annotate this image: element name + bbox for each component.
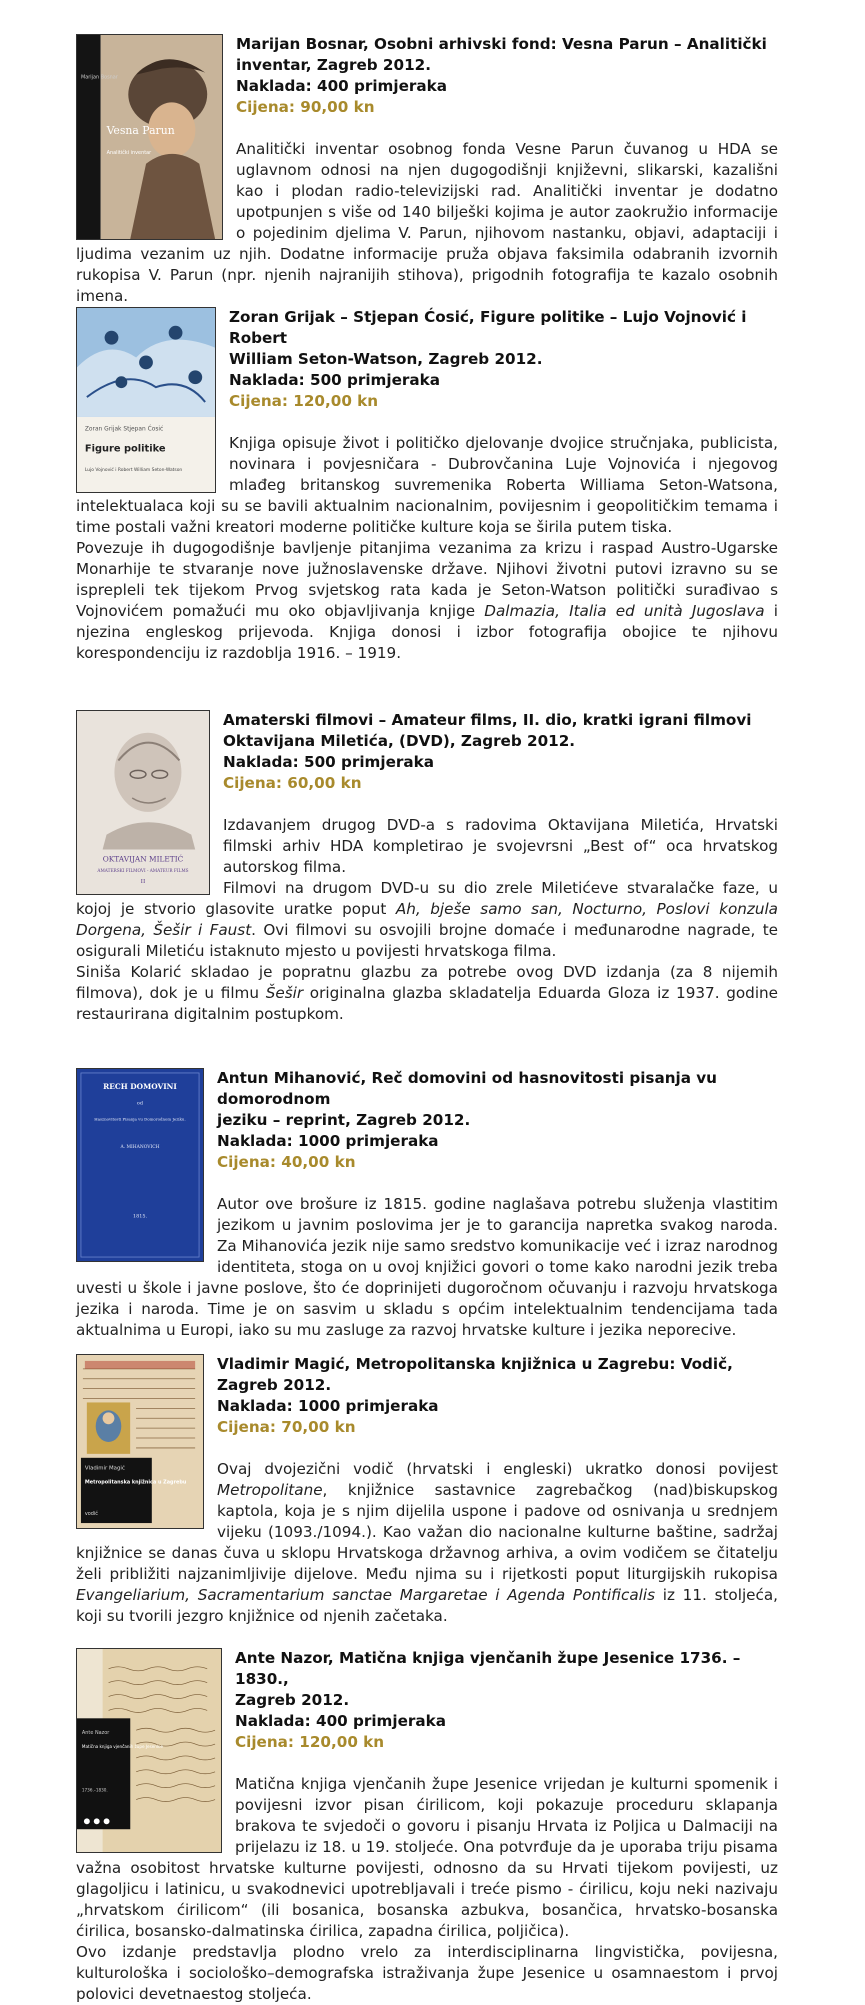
- publication-title-line-2: Oktavijana Miletića, (DVD), Zagreb 2012.: [223, 732, 576, 750]
- cover-subtitle: vodič: [84, 1511, 98, 1518]
- cover-line-2: od: [136, 1100, 144, 1107]
- publication-title-line-1: Amaterski filmovi – Amateur films, II. dio, kratki igrani filmovi: [223, 711, 752, 729]
- publication-description: Izdavanjem drugog DVD-a s radovima Oktavijana Miletića, Hrvatski filmski arhiv HDA kompletirao je svojevrsni „Best of“ oca hrvatskog autorskog filma.: [223, 816, 778, 876]
- publication-price: Cijena: 120,00 kn: [229, 392, 379, 410]
- cover-title: OKTAVIJAN MILETIĆ: [102, 854, 184, 864]
- publication-title-line-2: inventar, Zagreb 2012.: [236, 56, 431, 74]
- publication-entry-6: [76, 1648, 778, 2005]
- publication-description: Siniša Kolarić skladao je popratnu glazbu za potrebe ovog DVD izdanja (za 8 nijemih filmova), dok je u filmu Šešir originalna glazba skladatelja Eduarda Gloza iz 1937. godine restaurirana digitalnim postupkom.: [76, 963, 779, 1023]
- cover-author: Ante Nazor: [81, 1730, 110, 1737]
- publication-edition: Naklada: 1000 primjeraka: [217, 1132, 439, 1150]
- cover-subtitle: Lujo Vojnović i Robert William Seton-Watson: [84, 468, 183, 474]
- cover-title: Vesna Parun: [106, 124, 175, 138]
- cover-line-4: A. MIHANOVICH: [120, 1145, 160, 1151]
- publication-description: Autor ove brošure iz 1815. godine naglašava potrebu služenja vlastitim jezikom u javnim poslovima jer je to garancija napretka svakog naroda. Za Mihanovića jezik nije samo sredstvo komunikacije već i izraz narodnog identiteta, stoga on u ovoj knjižici govori o tome kako narodni jezik treba uvesti u škole i javne poslove, što će doprinijeti dugoročnom očuvanju i razvoju hrvatskoga jezika i naroda. Time je on sasvim u skladu s općim intelektualnim tendencijama tada aktualnima u Europi, iako su mu zasluge za razvoj hrvatske kulture i jezika neporecive.: [76, 1195, 778, 1339]
- publication-edition: Naklada: 500 primjeraka: [223, 753, 434, 771]
- publication-price: Cijena: 40,00 kn: [217, 1153, 356, 1171]
- book-cover-image: [76, 1068, 204, 1262]
- publication-entry-4: [76, 1068, 778, 1341]
- publication-description: Matična knjiga vjenčanih župe Jesenice vrijedan je kulturni spomenik i povijesni izvor pisan ćirilicom, koji pokazuje proceduru sklapanja brakova te svjedoči o govoru i pisanju Hrvata iz Poljica u Dalmaciji na prijelazu iz 18. u 19. stoljeće. Ona potvrđuje da je uporaba triju pisama važna osobitost hrvatske kulturne povijesti, odnosno da su Hrvati tijekom povijesti, uz glagoljicu i latinicu, u svakodnevici upotrebljavali i treće pismo - ćirilicu, koju neki nazivaju „hrvatskom ćirilicom“ (ili bosanica, bosanska azbukva, bosančica, hrvatsko-bosanska ćirilica, bosansko-dalmatinska ćirilica, zapadna ćirilica, poljičica).: [76, 1775, 778, 1940]
- cover-subtitle: AMATERSKI FILMOVI - AMATEUR FILMS: [97, 868, 189, 874]
- cover-part: II: [140, 879, 146, 886]
- publication-description: Filmovi na drugom DVD-u su dio zrele Miletićeve stvaralačke faze, u kojoj je stvorio glasovite uratke poput Ah, bješe samo san, Nocturno, Poslovi konzula Dorgena, Šešir i Faust. Ovi filmovi su osvojili brojne domaće i međunarodne nagrade, te osigurali Miletiću istaknuto mjesto u povijesti hrvatskoga filma.: [76, 879, 778, 960]
- book-cover-image: [76, 1648, 222, 1853]
- publication-title-line-1: Antun Mihanović, Reč domovini od hasnovitosti pisanja vu domorodnom: [217, 1069, 717, 1108]
- cover-subtitle: 1736.–1830.: [81, 1787, 108, 1793]
- publication-description: Povezuje ih dugogodišnje bavljenje pitanjima vezanima za krizu i raspad Austro-Ugarske Monarhije te stvaranje nove južnoslavenske države. Njihovi životni putovi izravno su se isprepleli tek tijekom Prvog svjetskog rata kada je Seton-Watson politički surađivao s Vojnovićem pomažući mu oko objavljivanja knjige Dalmazia, Italia ed unità Jugoslava i njezina engleskog prijevoda. Knjiga donosi i izbor fotografija obojice te njihovu korespondenciju iz razdoblja 1916. – 1919.: [76, 539, 779, 662]
- cover-title: RECH DOMOVINI: [103, 1081, 177, 1091]
- cover-line-3: Hasznovitosti Pisanja vu Domorodnom Jeziku.: [94, 1116, 186, 1122]
- publication-title-line-1: Vladimir Magić, Metropolitanska knjižnica u Zagrebu: Vodič, Zagreb 2012.: [217, 1355, 733, 1394]
- publication-price: Cijena: 120,00 kn: [235, 1733, 385, 1751]
- publication-price: Cijena: 60,00 kn: [223, 774, 362, 792]
- publication-edition: Naklada: 400 primjeraka: [236, 77, 447, 95]
- cover-title: Figure politike: [84, 443, 166, 455]
- publication-description: Ovaj dvojezični vodič (hrvatski i engleski) ukratko donosi povijest Metropolitane, knjižnice sastavnice zagrebačkog (nad)biskupskog kaptola, koja je s njim dijelila uspone i padove od osnivanja u srednjem vijeku (1093./1094.). Kao važan dio nacionalne kulturne baštine, sadržaj knjižnice se danas čuva u sklopu Hrvatskoga državnog arhiva, a ovim vodičem se čitatelju želi približiti najzanimljivije dijelove. Među njima su i rijetkosti poput liturgijskih rukopisa Evangeliarium, Sacramentarium sanctae Margaretae i Agenda Pontificalis iz 11. stoljeća, koji su tvorili jezgro knjižnice od njenih začetaka.: [76, 1460, 778, 1625]
- publication-entry-1: [76, 34, 778, 307]
- book-cover-image: [76, 307, 216, 493]
- publication-description: Ovo izdanje predstavlja plodno vrelo za interdisciplinarna lingvistička, povijesna, kulturološka i sociološko–demografska istraživanja župe Jesenice u osamnaestom i prvoj polovici devetnaestog stoljeća.: [76, 1943, 778, 2003]
- publication-edition: Naklada: 500 primjeraka: [229, 371, 440, 389]
- cover-subtitle: Analitički inventar: [106, 149, 152, 156]
- publication-title-line-1: Zoran Grijak – Stjepan Ćosić, Figure politike – Lujo Vojnović i Robert: [229, 308, 747, 347]
- publication-entry-3: [76, 710, 778, 1025]
- publication-description: Knjiga opisuje život i političko djelovanje dvojice stručnjaka, publicista, novinara i povjesničara - Dubrovčanina Luje Vojnovića i njegovog mlađeg britanskog suvremenika Roberta Williama Seton-Watsona, intelektualaca koji su se bavili aktualnim nacionalnim, povijesnim i geopolitičkim temama i time postali važni kreatori moderne političke kulture koja se širila putem tiska.: [76, 434, 778, 536]
- publication-price: Cijena: 90,00 kn: [236, 98, 375, 116]
- publication-title-line-2: jeziku – reprint, Zagreb 2012.: [217, 1111, 471, 1129]
- book-cover-image: [76, 34, 223, 240]
- publication-entry-2: [76, 307, 778, 664]
- publication-price: Cijena: 70,00 kn: [217, 1418, 356, 1436]
- cover-line-5: 1815.: [132, 1213, 148, 1220]
- publication-title-line-1: Ante Nazor, Matična knjiga vjenčanih župe Jesenice 1736. – 1830.,: [235, 1649, 741, 1688]
- cover-author: Vladimir Magić: [84, 1465, 125, 1472]
- publication-title-line-2: William Seton-Watson, Zagreb 2012.: [229, 350, 543, 368]
- book-cover-image: [76, 710, 210, 895]
- publication-edition: Naklada: 1000 primjeraka: [217, 1397, 439, 1415]
- cover-author: Marijan Bosnar: [80, 74, 118, 81]
- cover-title: Matična knjiga vjenčanih župe Jesenice: [81, 1744, 163, 1750]
- publication-title-line-1: Marijan Bosnar, Osobni arhivski fond: Vesna Parun – Analitički: [236, 35, 767, 53]
- publication-edition: Naklada: 400 primjeraka: [235, 1712, 446, 1730]
- cover-title: Metropolitanska knjižnica u Zagrebu: [84, 1479, 187, 1486]
- publication-title-line-2: Zagreb 2012.: [235, 1691, 350, 1709]
- cover-author: Zoran Grijak Stjepan Ćosić: [84, 426, 164, 433]
- book-cover-image: [76, 1354, 204, 1529]
- publication-entry-5: [76, 1354, 778, 1627]
- publication-description: Analitički inventar osobnog fonda Vesne Parun čuvanog u HDA se uglavnom odnosi na njen dugogodišnji književni, slikarski, kazališni kao i plodan radio-televizijski rad. Analitički inventar je dodatno upotpunjen s više od 140 bilješki kojima je autor zaokružio informacije o pojedinim djelima V. Parun, njihovom nastanku, objavi, adaptaciji i ljudima vezanim uz njih. Dodatne informacije pruža objava faksimila odabranih izvornih rukopisa V. Parun (npr. njenih najranijih stihova), prigodnih fotografija te kazalo osobnih imena.: [76, 140, 778, 305]
